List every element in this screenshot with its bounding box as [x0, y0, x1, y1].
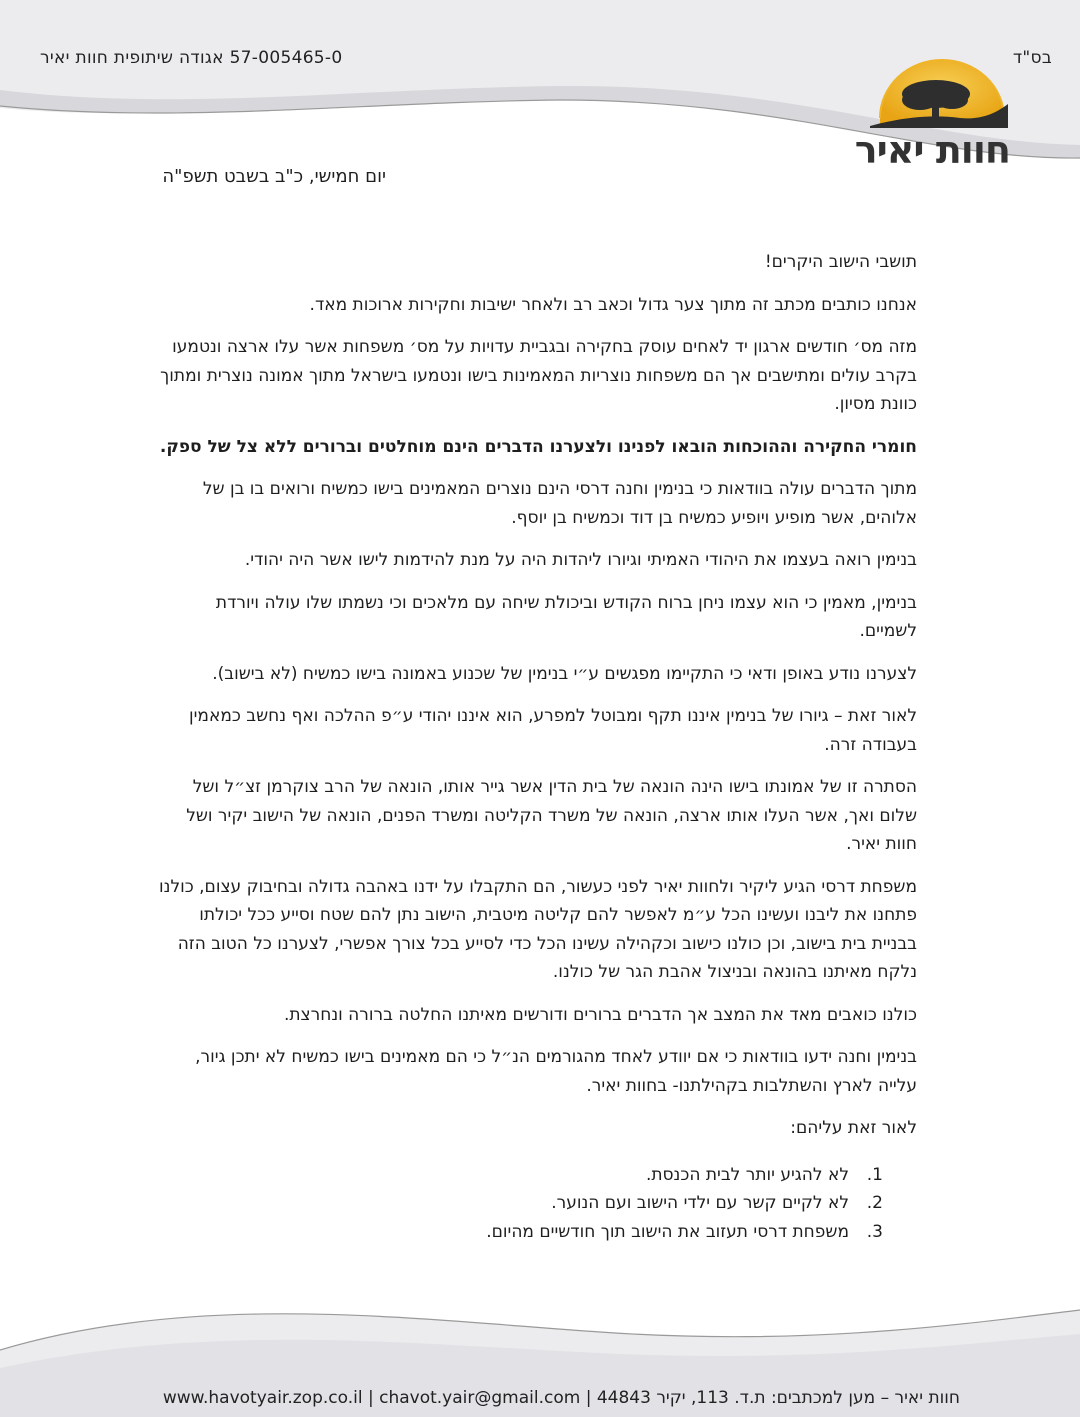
bsd-mark: בס"ד: [1012, 48, 1052, 68]
letter-greeting: תושבי הישוב היקרים!: [764, 252, 917, 272]
paragraph-bold-statement: חומרי החקירה וההוכחות הובאו לפנינו ולצערנו הדברים הינם מוחלטים וברורים ללא צל של ספק.: [159, 436, 917, 457]
organization-registration: 57-005465-0 אגודה שיתופית חוות יאיר: [40, 48, 343, 68]
list-item: 2. לא לקיים קשר עם ילדי הישוב ועם הנוער.: [551, 1193, 883, 1213]
paragraph: משפחת דרסי הגיע ליקיר ולחוות יאיר לפני כעשור, הם התקבלו על ידנו באהבה גדולה ובחיבוק עצום, כולנו פתחנו את ליבנו ועשינו הכל ע״מ לאפשר להם קליטה מיטבית, הישוב נתן להם שטח וסייע ככל יכולתו בבניית בית בישוב, וכן כולנו כישוב וכקהילה עשינו הכל כדי לסייע בכל צורך אפשרי, לצערנו כל הטוב הזה נלקח מאיתנו בהונאה ובניצול אהבת הגר של כולנו.: [159, 876, 917, 982]
paragraph: בנימין, מאמין כי הוא עצמו ניחן ברוח הקודש וביכולת שיחה עם מלאכים וכי נשמתו שלו עולה ויורדת לשמיים.: [215, 592, 917, 641]
paragraph: בנימין וחנה ידעו בוודאות כי אם יוודע לאחד מהגורמים הנ״ל כי הם מאמינים בישו כמשיח לא יתכן גיור, עלייה לארץ והשתלבות בקהילתנו- בחוות יאיר.: [195, 1047, 917, 1096]
list-item: 3. משפחת דרסי תעזוב את הישוב תוך חודשיים מהיום.: [486, 1221, 883, 1242]
paragraph: הסתרה זו של אמונתו בישו הינה הונאה של בית הדין אשר גייר אותו, הונאה של הרב צוקרמן זצ״ל ושל שלום ואך, אשר העלו אותו ארצה, הונאה של משרד הקליטה ומשרד הפנים, הונאה של הישוב יקיר ושל חוות יאיר.: [186, 777, 917, 854]
footer-contact: חוות יאיר – מען למכתבים: ת.ד. 113, יקיר 44843 | www.havotyair.zop.co.il | chavot.yair@gmail.com: [162, 1388, 960, 1408]
letter-date: יום חמישי, כ"ב בשבט תשפ"ה: [162, 166, 386, 187]
paragraph: אנחנו כותבים מכתב זה מתוך צער גדול וכאב רב ולאחר ישיבות וחקירות ארוכות מאד.: [309, 294, 917, 315]
paragraph: בנימין רואה בעצמו את היהודי האמיתי וגיורו ליהדות היה על מנת להידמות לישו אשר היה יהודי.: [244, 550, 917, 570]
paragraph: לאור זאת – גיורו של בנימין איננו תקף ומבוטל למפרע, הוא איננו יהודי ע״פ ההלכה ואף נחשב כמאמין בעבודה זרה.: [189, 706, 917, 755]
paragraph: מזה מס׳ חודשים ארגון יד לאחים עוסק בחקירה ובגביית עדויות על מס׳ משפחות אשר עלו ארצה ונטמעו בקרב עולים ומתישבים אך הם משפחות נוצריות המאמינות בישו ונטמעו בישראל מתוך אמונה נוצרית ומתוך כוונת מסיון.: [160, 337, 917, 414]
list-item: 1. לא להגיע יותר לבית הכנסת.: [645, 1164, 883, 1185]
demands-list: [157, 1161, 917, 1247]
list-intro: לאור זאת עליהם:: [790, 1118, 917, 1138]
paragraph: כולנו כואבים מאד את המצב אך הדברים ברורים ודורשים מאיתנו החלטה ברורה ונחרצת.: [283, 1004, 917, 1025]
paragraph: מתוך הדברים עולה בוודאות כי בנימין וחנה דרסי הינם נוצרים המאמינים בישו כמשיח ורואים בו בן של אלוהים, אשר מופיע ויופיע כמשיח בן דוד וכמשיח בן יוסף.: [202, 479, 917, 528]
letter-body: [157, 248, 917, 1246]
logo-wordmark: חוות יאיר: [854, 128, 1010, 172]
paragraph: לצערנו נודע באופן ודאי כי התקיימו מפגשים ע״י בנימין של שכנוע באמונה בישו כמשיח (לא בישוב).: [212, 663, 917, 684]
